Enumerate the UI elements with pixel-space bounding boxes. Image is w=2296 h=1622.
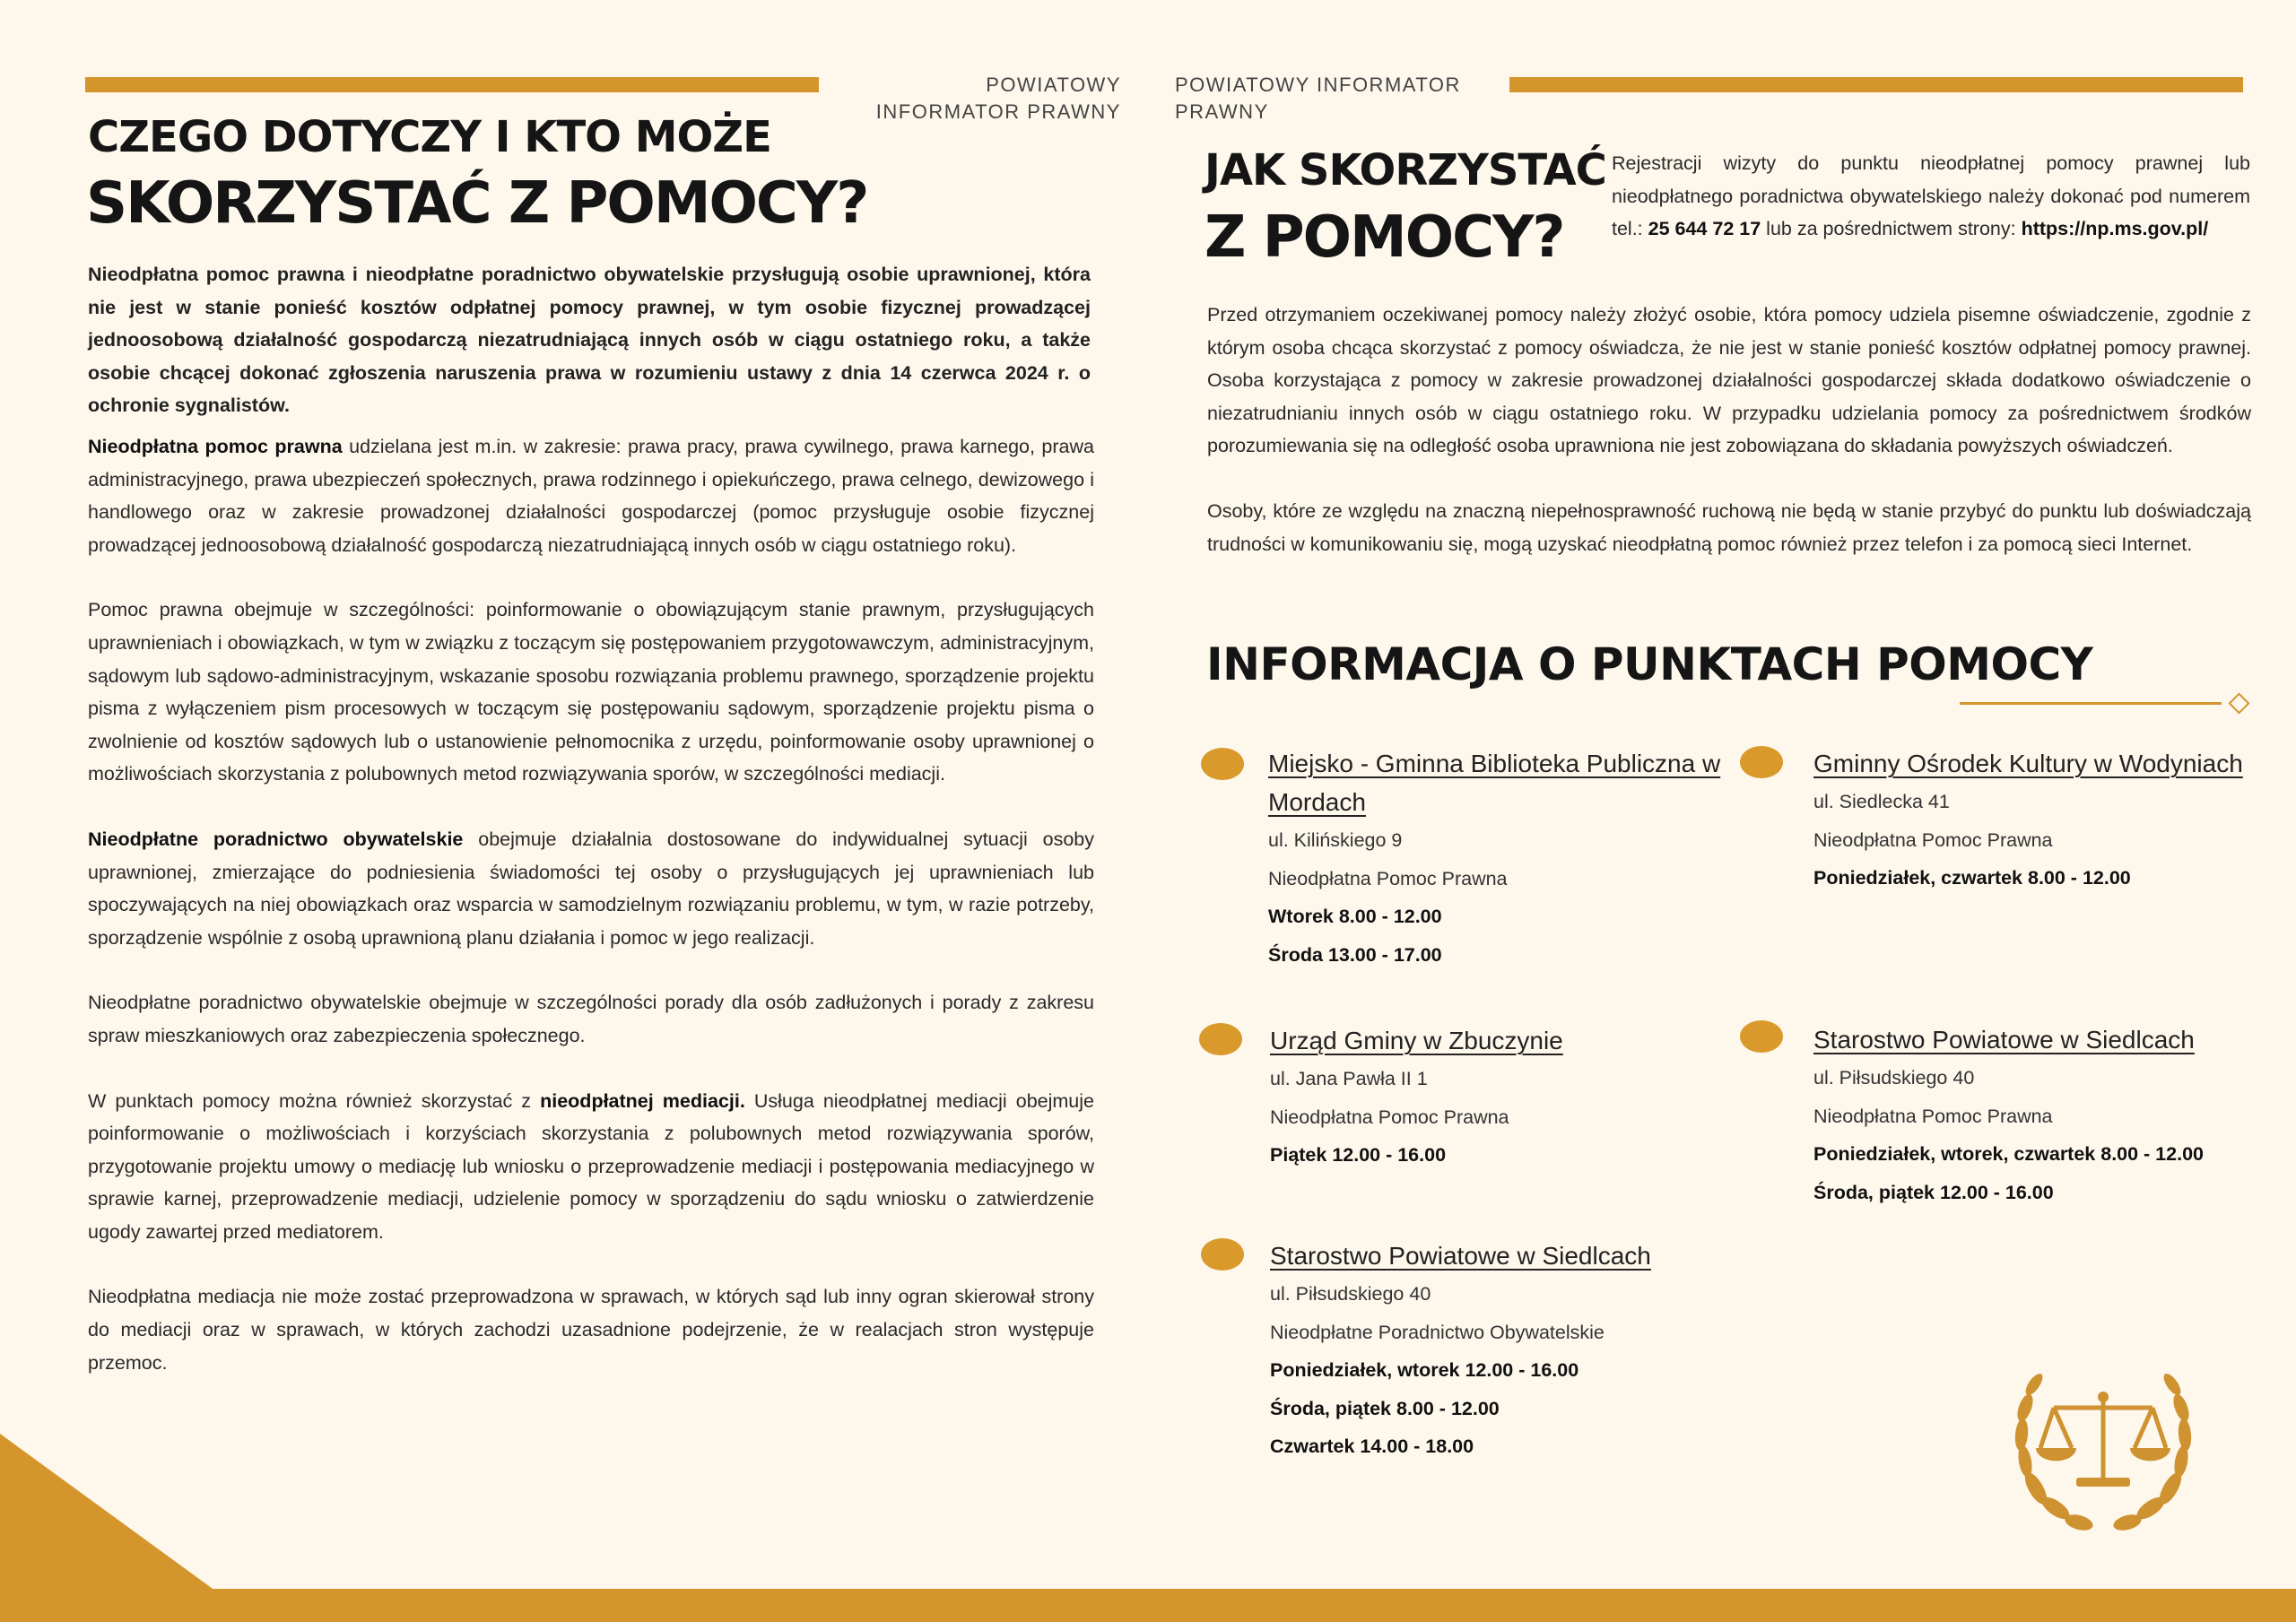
point-name[interactable]: Starostwo Powiatowe w Siedlcach	[1813, 1026, 2195, 1054]
help-point-1	[1268, 744, 1770, 974]
point-hours: Czwartek 14.00 - 18.00	[1270, 1436, 1474, 1457]
left-p5-pre: W punktach pomocy można również skorzystać z	[88, 1089, 541, 1112]
left-paragraph-2: Pomoc prawna obejmuje w szczególności: poinformowanie o obowiązującym stanie prawnym, przysługujących uprawnieniach i obowiązkach, w tym w związku z toczącym się postępowaniem przygotowawczym, administracyjnym, sądowym lub sądowo-administracyjnym, wskazanie sposobu rozwiązania problemu prawnego, sporządzenie projektu pisma z wyłączeniem pism procesowych w toczącym się postępowaniu sądowym, sporządzenie projektu pisma o zwolnienie od kosztów sądowych lub o ustanowienie pełnomocnika z urzędu, poinformowanie osoby uprawnionej o możliwościach skorzystania z polubownych metod rozwiązywania sporów, w szczególności mediacji.	[88, 599, 1094, 785]
left-p3-text: obejmuje działalnia dostosowane do indywidualnej sytuacji osoby uprawnionej, zmierzające do podniesienia świadomości tej osoby o przysługujących jej uprawnieniach lub spoczywających na niej obowiązkach oraz wsparcia w samodzielnym rozwiązaniu problemu, w tym, w razie potrzeby, sporządzenie wspólnie z osobą uprawnioną planu działania i pomoc w jego realizacji.	[88, 828, 1094, 949]
left-p1-bold: Nieodpłatna pomoc prawna	[88, 436, 343, 457]
left-heading-big: SKORZYSTAĆ Z POMOCY?	[86, 170, 868, 237]
registration-info	[1612, 147, 2250, 246]
right-heading-big: Z POMOCY?	[1205, 204, 1564, 271]
point-type: Nieodpłatna Pomoc Prawna	[1813, 1105, 2053, 1127]
left-paragraph-3	[88, 823, 1094, 954]
point-address: ul. Piłsudskiego 40	[1270, 1283, 1431, 1305]
diamond-icon	[2228, 692, 2249, 714]
point-hours: Środa 13.00 - 17.00	[1268, 943, 1442, 966]
right-heading-small: JAK SKORZYSTAĆ	[1205, 145, 1606, 195]
point-name[interactable]: Starostwo Powiatowe w Siedlcach	[1270, 1242, 1651, 1270]
reg-url-link[interactable]: https://np.ms.gov.pl/	[2021, 218, 2209, 239]
left-p1-text: udzielana jest m.in. w zakresie: prawa pracy, prawa cywilnego, prawa karnego, prawa administracyjnego, prawa ubezpieczeń społecznych, prawa rodzinnego i opiekuńczego, prawa celnego, dewizowego i handlowego oraz w zakresie prowadzonej działalności gospodarczej (pomoc przysługuje osobie fizycznej prowadzącej jednoosobową działalność gospodarczą niezatrudniającą innych osób w ciągu ostatniego roku).	[88, 436, 1094, 556]
point-name[interactable]: Miejsko - Gminna Biblioteka Publiczna w Mordach	[1268, 750, 1721, 816]
left-paragraph-6: Nieodpłatna mediacja nie może zostać przeprowadzona w sprawach, w których sąd lub inny ogran skierował strony do mediacji oraz w sprawach, w których zachodzi uzasadnione podejrzenie, że w realacjach stron występuje przemoc.	[88, 1286, 1094, 1374]
point-name[interactable]: Urząd Gminy w Zbuczynie	[1270, 1027, 1563, 1054]
point-type: Nieodpłatna Pomoc Prawna	[1270, 1106, 1509, 1128]
point-name[interactable]: Gminny Ośrodek Kultury w Wodyniach	[1813, 750, 2243, 777]
left-body	[88, 430, 1094, 1411]
point-type: Nieodpłatna Pomoc Prawna	[1268, 867, 1508, 889]
scales-of-justice-icon	[2000, 1345, 2206, 1551]
point-bullet-icon	[1199, 1023, 1242, 1055]
left-intro: Nieodpłatna pomoc prawna i nieodpłatne poradnictwo obywatelskie przysługują osobie uprawnionej, która nie jest w stanie ponieść kosztów odpłatnej pomocy prawnej, w tym osobie fizycznej prowadzącej jednoosobową działalność gospodarczą niezatrudniającą innych osób w ciągu ostatniego roku, a także osobie chcącej dokonać zgłoszenia naruszenia prawa w rozumieniu ustawy z dnia 14 czerwca 2024 r. o ochronie sygnalistów.	[88, 264, 1091, 417]
reg-mid: lub za pośrednictwem strony:	[1761, 218, 2022, 239]
left-paragraph-4: Nieodpłatne poradnictwo obywatelskie obejmuje w szczególności porady dla osób zadłużonych i porady z zakresu spraw mieszkaniowych oraz zabezpieczenia społecznego.	[88, 992, 1094, 1046]
right-header-bar	[1509, 77, 2243, 92]
reg-text: Rejestracji wizyty do punktu nieodpłatnej pomocy prawnej lub nieodpłatnego poradnictwa obywatelskiego należy dokonać pod numerem tel.:	[1612, 152, 2250, 239]
left-p3-bold: Nieodpłatne poradnictwo obywatelskie	[88, 828, 464, 850]
point-hours: Wtorek 8.00 - 12.00	[1268, 906, 1442, 927]
point-bullet-icon	[1740, 746, 1783, 778]
point-type: Nieodpłatne Poradnictwo Obywatelskie	[1270, 1321, 1605, 1343]
point-hours: Piątek 12.00 - 16.00	[1270, 1144, 1447, 1166]
corner-triangle	[0, 1434, 215, 1591]
left-top-label: POWIATOWY INFORMATOR PRAWNY	[875, 74, 1121, 123]
right-body	[1207, 299, 2251, 593]
left-header-bar	[85, 77, 819, 92]
point-address: ul. Piłsudskiego 40	[1813, 1067, 1975, 1089]
point-hours: Środa, piątek 8.00 - 12.00	[1270, 1397, 1500, 1419]
point-hours: Poniedziałek, wtorek 12.00 - 16.00	[1270, 1359, 1579, 1381]
point-hours: Środa, piątek 12.00 - 16.00	[1813, 1181, 2054, 1203]
right-paragraph-2: Osoby, które ze względu na znaczną niepełnosprawność ruchową nie będą w stanie przybyć do punktu lub doświadczają trudności w komunikowaniu się, mogą uzyskać nieodpłatną pomoc również przez telefon i za pomocą sieci Internet.	[1207, 499, 2251, 555]
point-bullet-icon	[1201, 1238, 1244, 1271]
point-hours: Poniedziałek, wtorek, czwartek 8.00 - 12.00	[1813, 1143, 2204, 1165]
point-bullet-icon	[1201, 748, 1244, 780]
info-points-title: INFORMACJA O PUNKTACH POMOCY	[1206, 638, 2093, 690]
left-paragraph-1	[88, 430, 1094, 561]
left-p5-post: Usługa nieodpłatnej mediacji obejmuje poinformowanie o możliwościach i korzyściach skorzystania z polubownych metod rozwiązywania sporów, przygotowanie projektu umowy o mediację lub wniosku o przeprowadzenie mediacji i postępowania mediacyjnego w sprawie karnej, przeprowadzenie mediacji, udzielenie pomocy w sporządzeniu do sądu wniosku o zatwierdzenie ugody zawartej przed mediatorem.	[88, 1089, 1094, 1243]
point-address: ul. Kilińskiego 9	[1268, 829, 1403, 851]
point-bullet-icon	[1740, 1020, 1783, 1053]
right-top-label: POWIATOWY INFORMATOR PRAWNY	[1175, 74, 1461, 123]
point-address: ul. Jana Pawła II 1	[1270, 1068, 1428, 1089]
help-point-3	[1270, 1021, 1772, 1175]
left-heading-small: CZEGO DOTYCZY I KTO MOŻE	[88, 112, 771, 162]
left-paragraph-5	[88, 1085, 1094, 1249]
point-hours: Poniedziałek, czwartek 8.00 - 12.00	[1813, 867, 2131, 889]
left-p5-bold: nieodpłatnej mediacji.	[540, 1089, 745, 1112]
bottom-bar	[0, 1589, 2296, 1622]
help-point-5	[1270, 1236, 1772, 1466]
reg-phone: 25 644 72 17	[1648, 218, 1761, 239]
info-title-line	[1960, 702, 2222, 705]
help-point-4	[1813, 1020, 2296, 1211]
help-point-2	[1813, 744, 2296, 898]
point-address: ul. Siedlecka 41	[1813, 791, 1950, 812]
point-type: Nieodpłatna Pomoc Prawna	[1813, 828, 2053, 851]
right-paragraph-1: Przed otrzymaniem oczekiwanej pomocy należy złożyć osobie, która pomocy udziela pisemne oświadczenie, zgodnie z którym osoba chcąca skorzystać z pomocy oświadcza, że nie jest w stanie ponieść kosztów odpłatnej pomocy prawnej. Osoba korzystająca z pomocy w zakresie prowadzonej działalności gospodarczej składa dodatkowo oświadczenie o niezatrudnianiu innych osób w ciągu ostatniego roku. W przypadku udzielania pomocy za pośrednictwem środków porozumiewania się na odległość osoba uprawniona nie jest zobowiązana do składania powyższych oświadczeń.	[1207, 304, 2251, 457]
